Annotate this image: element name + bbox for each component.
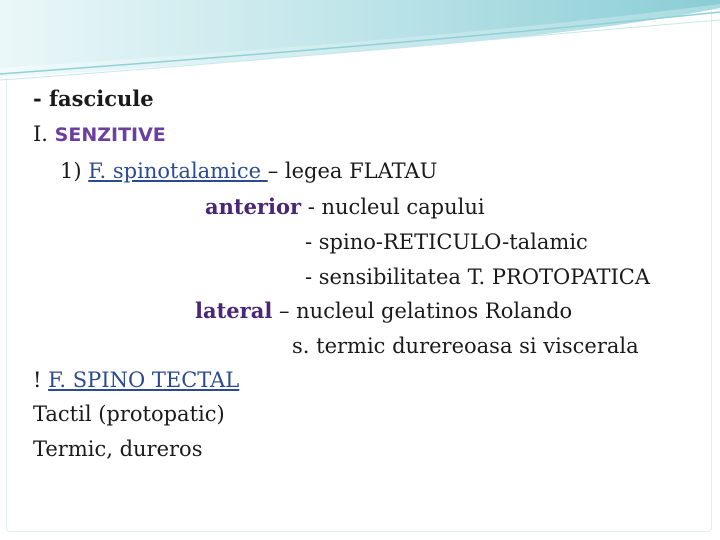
anterior-label: anterior: [205, 194, 302, 219]
line-sensibilitatea: - sensibilitatea T. PROTOPATICA: [305, 265, 651, 289]
line-fascicule: - fascicule: [33, 86, 154, 111]
header-wave-decoration: [0, 0, 720, 90]
spinotalamice-number: 1): [60, 159, 89, 183]
spinotalamice-rest: – legea FLATAU: [267, 159, 438, 183]
line-lateral: [195, 298, 572, 324]
line-spino-tectal: [33, 367, 239, 393]
senzitive-heading: SENZITIVE: [54, 124, 166, 146]
line-spinotalamice: [60, 158, 437, 184]
anterior-rest: - nucleul capului: [301, 195, 485, 219]
line-senzitive: [33, 121, 166, 148]
senzitive-number: I.: [33, 122, 55, 146]
line-dureros: Termic, dureros: [33, 437, 203, 461]
spino-tectal-bang: !: [33, 368, 49, 392]
line-anterior: [205, 194, 485, 220]
spino-tectal-link[interactable]: F. SPINO TECTAL: [48, 368, 240, 392]
lateral-label: lateral: [195, 298, 273, 323]
line-tactil: Tactil (protopatic): [33, 402, 225, 426]
spinotalamice-link[interactable]: F. spinotalamice: [88, 159, 268, 183]
lateral-rest: – nucleul gelatinos Rolando: [272, 299, 573, 323]
line-reticulo: - spino-RETICULO-talamic: [305, 230, 588, 254]
line-termic: s. termic durereoasa si viscerala: [292, 334, 639, 358]
